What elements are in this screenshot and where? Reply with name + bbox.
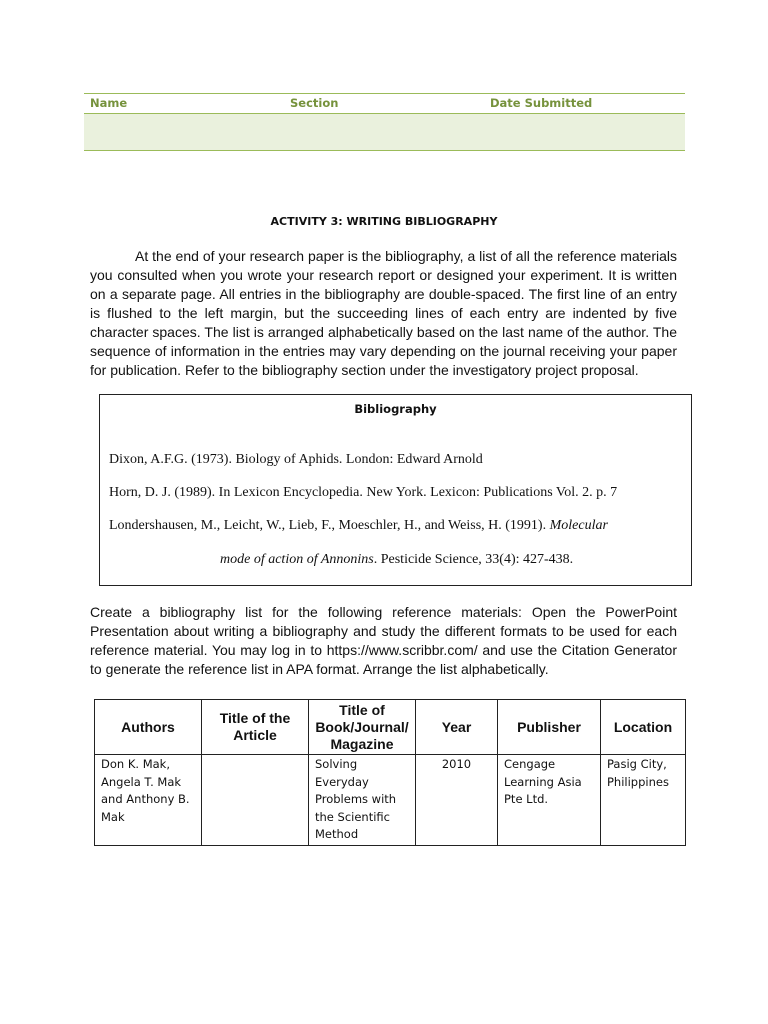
bibliography-entry-londershausen xyxy=(109,518,608,534)
entry-italic-text: mode of action of Annonins xyxy=(220,552,374,567)
student-info-header-row xyxy=(84,94,685,114)
article-title-cell[interactable] xyxy=(202,755,309,846)
activity-title: ACTIVITY 3: WRITING BIBLIOGRAPHY xyxy=(270,215,498,228)
article-title-header: Title of the Article xyxy=(202,700,309,755)
bibliography-entry-horn: Horn, D. J. (1989). In Lexicon Encyclopedia. New York. Lexicon: Publications Vol. 2. p. 7 xyxy=(109,485,618,500)
instruction-paragraph: Create a bibliography list for the following reference materials: Open the PowerPoint Presentation about writing a bibliography and study the different formats to be used for each reference material. You may log in to https://www.scribbr.com/ and use the Citation Generator to generate the reference list in APA format. Arrange the list alphabetically. xyxy=(90,604,677,677)
location-header: Location xyxy=(601,700,686,755)
book-title-cell: Solving Everyday Problems with the Scientific Method xyxy=(309,755,416,846)
bibliography-title: Bibliography xyxy=(354,402,437,416)
reference-table xyxy=(94,699,686,846)
bibliography-entry-dixon: Dixon, A.F.G. (1973). Biology of Aphids. London: Edward Arnold xyxy=(109,452,483,467)
entry-text: . Pesticide Science, 33(4): 427-438. xyxy=(373,552,574,567)
publisher-header: Publisher xyxy=(498,700,601,755)
authors-cell: Don K. Mak, Angela T. Mak and Anthony B. Mak xyxy=(95,755,202,846)
student-info-table xyxy=(84,93,685,151)
name-label: Name xyxy=(90,96,128,110)
bibliography-entry-londershausen-continued xyxy=(220,552,573,568)
year-cell: 2010 xyxy=(416,755,498,846)
book-title-header: Title of Book/Journal/ Magazine xyxy=(309,700,416,755)
section-label: Section xyxy=(290,96,339,110)
reference-table-header-row xyxy=(95,700,686,755)
entry-italic-text: Molecular xyxy=(549,518,608,533)
location-cell: Pasig City, Philippines xyxy=(601,755,686,846)
date-submitted-label: Date Submitted xyxy=(490,96,593,110)
authors-header: Authors xyxy=(95,700,202,755)
bibliography-example-box xyxy=(99,394,692,586)
publisher-cell: Cengage Learning Asia Pte Ltd. xyxy=(498,755,601,846)
student-info-fill-row[interactable] xyxy=(84,114,685,150)
intro-paragraph: At the end of your research paper is the bibliography, a list of all the reference materials you consulted when you wrote your research report or designed your experiment. It is written on a separate page. All entries in the bibliography are double-spaced. The first line of an entry is flushed to the left margin, but the succeeding lines of each entry are indented by five character spaces. The list is arranged alphabetically based on the last name of the author. The sequence of information in the entries may vary depending on the journal receiving your paper for publication. Refer to the bibliography section under the investigatory project proposal. xyxy=(90,248,677,378)
entry-text: Londershausen, M., Leicht, W., Lieb, F., Moeschler, H., and Weiss, H. (1991). xyxy=(109,518,550,533)
table-row xyxy=(95,755,686,846)
year-header: Year xyxy=(416,700,498,755)
